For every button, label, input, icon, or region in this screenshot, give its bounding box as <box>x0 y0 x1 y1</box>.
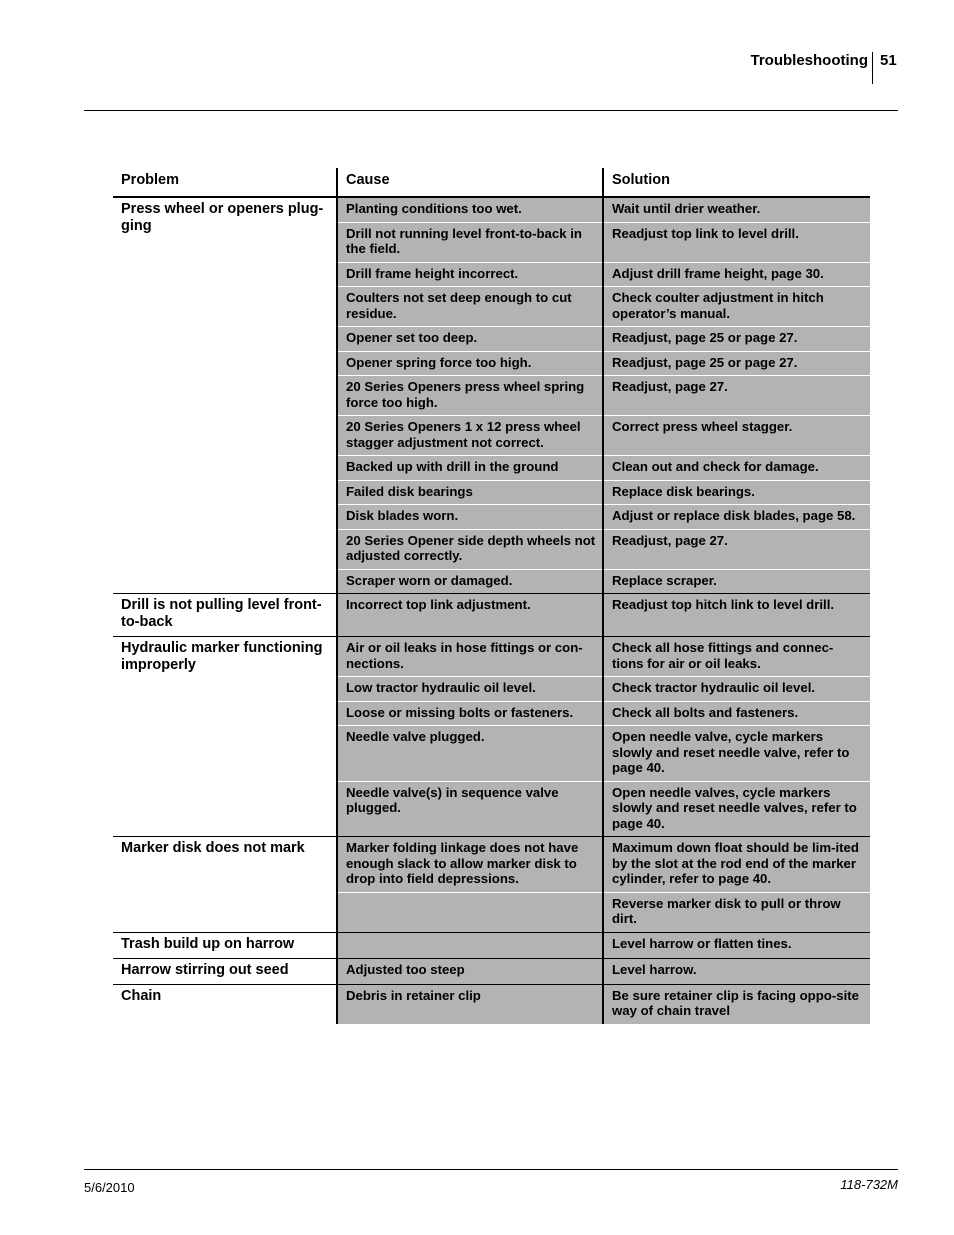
solution-cell: Check all bolts and fasteners. <box>603 701 870 726</box>
problem-cell: Chain <box>113 984 337 1024</box>
solution-cell: Readjust top hitch link to level drill. <box>603 594 870 637</box>
cause-cell: Failed disk bearings <box>337 480 603 505</box>
table-row <box>113 197 870 222</box>
footer-date: 5/6/2010 <box>84 1180 135 1195</box>
cause-cell: Needle valve plugged. <box>337 726 603 782</box>
table-header <box>113 168 870 197</box>
solution-cell: Correct press wheel stagger. <box>603 416 870 456</box>
solution-cell: Reverse marker disk to pull or throw dirt. <box>603 892 870 932</box>
document-code: 118-732M <box>840 1177 898 1192</box>
header-divider <box>872 52 873 84</box>
cause-cell: Opener set too deep. <box>337 327 603 352</box>
cause-cell: Opener spring force too high. <box>337 351 603 376</box>
problem-cell: Hydraulic marker functioning improperly <box>113 637 337 837</box>
cause-cell: 20 Series Openers press wheel spring force too high. <box>337 376 603 416</box>
column-header-problem: Problem <box>113 168 337 197</box>
cause-cell <box>337 932 603 958</box>
page-number: 51 <box>880 52 897 69</box>
header-rule <box>84 110 898 111</box>
cause-cell: 20 Series Opener side depth wheels not adjusted correctly. <box>337 529 603 569</box>
table-row <box>113 637 870 677</box>
cause-cell: Needle valve(s) in sequence valve plugged. <box>337 781 603 837</box>
solution-cell: Check tractor hydraulic oil level. <box>603 677 870 702</box>
solution-cell: Level harrow or flatten tines. <box>603 932 870 958</box>
cause-cell: Drill not running level front-to-back in the field. <box>337 222 603 262</box>
cause-cell: Loose or missing bolts or fasteners. <box>337 701 603 726</box>
problem-cell: Drill is not pulling level front-to-back <box>113 594 337 637</box>
solution-cell: Adjust or replace disk blades, page 58. <box>603 505 870 530</box>
footer-rule <box>84 1169 898 1170</box>
cause-cell: Drill frame height incorrect. <box>337 262 603 287</box>
solution-cell: Readjust, page 25 or page 27. <box>603 327 870 352</box>
table-row <box>113 837 870 893</box>
column-header-cause: Cause <box>337 168 603 197</box>
cause-cell: Debris in retainer clip <box>337 984 603 1024</box>
column-header-solution: Solution <box>603 168 870 197</box>
solution-cell: Readjust, page 27. <box>603 376 870 416</box>
cause-cell: Low tractor hydraulic oil level. <box>337 677 603 702</box>
solution-cell: Replace disk bearings. <box>603 480 870 505</box>
solution-cell: Open needle valve, cycle markers slowly and reset needle valve, refer to page 40. <box>603 726 870 782</box>
cause-cell: Scraper worn or damaged. <box>337 569 603 594</box>
table-row <box>113 958 870 984</box>
solution-cell: Wait until drier weather. <box>603 197 870 222</box>
cause-cell: Marker folding linkage does not have enough slack to allow marker disk to drop into field depressions. <box>337 837 603 893</box>
problem-cell: Trash build up on harrow <box>113 932 337 958</box>
cause-cell: 20 Series Openers 1 x 12 press wheel stagger adjustment not correct. <box>337 416 603 456</box>
cause-cell <box>337 892 603 932</box>
troubleshooting-table <box>113 168 870 1024</box>
solution-cell: Maximum down float should be lim-ited by the slot at the rod end of the marker cylinder, refer to page 40. <box>603 837 870 893</box>
problem-cell: Press wheel or openers plug-ging <box>113 197 337 594</box>
solution-cell: Check coulter adjustment in hitch operator’s manual. <box>603 287 870 327</box>
cause-cell: Planting conditions too wet. <box>337 197 603 222</box>
solution-cell: Readjust top link to level drill. <box>603 222 870 262</box>
cause-cell: Disk blades worn. <box>337 505 603 530</box>
problem-cell: Harrow stirring out seed <box>113 958 337 984</box>
cause-cell: Coulters not set deep enough to cut residue. <box>337 287 603 327</box>
table-row <box>113 984 870 1024</box>
table-row <box>113 932 870 958</box>
solution-cell: Be sure retainer clip is facing oppo-site way of chain travel <box>603 984 870 1024</box>
table-row <box>113 594 870 637</box>
solution-cell: Readjust, page 25 or page 27. <box>603 351 870 376</box>
solution-cell: Level harrow. <box>603 958 870 984</box>
problem-cell: Marker disk does not mark <box>113 837 337 933</box>
solution-cell: Check all hose fittings and connec-tions for air or oil leaks. <box>603 637 870 677</box>
table-body <box>113 197 870 1024</box>
cause-cell: Incorrect top link adjustment. <box>337 594 603 637</box>
cause-cell: Air or oil leaks in hose fittings or con-nections. <box>337 637 603 677</box>
solution-cell: Clean out and check for damage. <box>603 456 870 481</box>
section-title: Troubleshooting <box>750 52 868 69</box>
solution-cell: Open needle valves, cycle markers slowly and reset needle valves, refer to page 40. <box>603 781 870 837</box>
solution-cell: Adjust drill frame height, page 30. <box>603 262 870 287</box>
solution-cell: Replace scraper. <box>603 569 870 594</box>
cause-cell: Backed up with drill in the ground <box>337 456 603 481</box>
cause-cell: Adjusted too steep <box>337 958 603 984</box>
solution-cell: Readjust, page 27. <box>603 529 870 569</box>
